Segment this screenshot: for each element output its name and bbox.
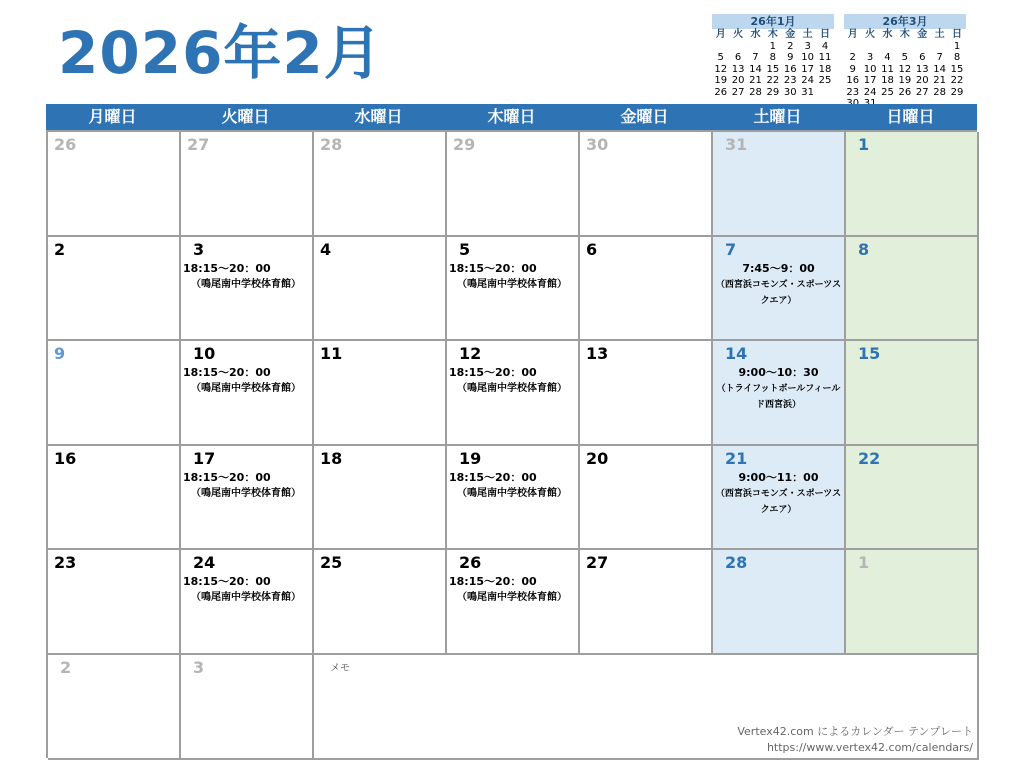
day-cell[interactable] [181, 237, 314, 342]
day-cell[interactable] [713, 132, 846, 237]
weekday-label: 火曜日 [221, 107, 270, 126]
day-number: 17 [193, 448, 216, 468]
day-number: 21 [725, 448, 748, 468]
mini-weekday: 金 [917, 29, 928, 40]
mini-day: 27 [915, 86, 929, 98]
event [449, 574, 577, 606]
mini-weekday: 火 [865, 29, 876, 40]
day-cell[interactable] [447, 550, 580, 655]
mini-day: 24 [801, 75, 815, 86]
event [183, 261, 311, 293]
day-cell[interactable] [314, 550, 447, 655]
event [715, 261, 842, 309]
mini-day: 15 [950, 63, 964, 75]
day-number: 1 [858, 135, 870, 154]
day-cell[interactable] [846, 132, 979, 237]
day-cell[interactable] [181, 446, 314, 551]
mini-day: 10 [801, 52, 815, 63]
day-number: 26 [54, 135, 77, 154]
mini-day: 14 [749, 63, 762, 75]
day-cell[interactable] [846, 341, 979, 446]
mini-day: 28 [933, 86, 947, 98]
mini-day [816, 87, 833, 99]
mini-weekday: 土 [934, 29, 945, 40]
day-number: 13 [586, 344, 609, 364]
event-location: （鳴尾南中学校体育館） [457, 278, 567, 290]
day-cell[interactable] [447, 446, 580, 551]
day-number: 31 [725, 135, 748, 154]
day-number: 22 [858, 448, 881, 468]
event-location: （鳴尾南中学校体育館） [457, 487, 567, 499]
day-number: 11 [320, 344, 343, 364]
mini-weekday: 木 [767, 29, 778, 40]
event-location: （西宮浜コモンズ・スポーツスクエア） [715, 488, 842, 515]
mini-day: 4 [884, 52, 891, 63]
mini-day: 2 [787, 40, 794, 52]
event [449, 261, 577, 293]
mini-day: 18 [818, 63, 832, 75]
day-cell[interactable] [48, 132, 181, 237]
mini-weekday: 水 [750, 29, 761, 40]
day-cell[interactable] [314, 132, 447, 237]
mini-weekday: 土 [802, 29, 813, 40]
day-number: 18 [320, 448, 343, 468]
event-location: （鳴尾南中学校体育館） [191, 592, 301, 604]
mini-calendar-title: 26年1月 [712, 14, 834, 29]
day-number: 24 [193, 553, 216, 573]
weekday-label: 水曜日 [354, 107, 403, 126]
mini-day: 1 [769, 40, 777, 52]
event-time: 7:45～9：00 [742, 261, 815, 275]
mini-day: 2 [849, 52, 856, 63]
day-cell[interactable] [846, 237, 979, 342]
day-number: 3 [193, 239, 205, 259]
day-cell[interactable] [580, 341, 713, 446]
day-cell[interactable] [580, 132, 713, 237]
mini-day: 9 [787, 52, 794, 63]
mini-day: 3 [804, 40, 811, 52]
event-time: 18:15～20：00 [449, 470, 537, 484]
event-time: 18:15～20：00 [183, 575, 271, 589]
day-number: 1 [858, 553, 870, 573]
day-cell[interactable] [447, 237, 580, 342]
mini-day: 12 [898, 63, 912, 75]
mini-day: 10 [863, 63, 877, 75]
mini-day: 9 [849, 63, 856, 75]
mini-day: 19 [714, 75, 728, 86]
event-location: （トライフットボールフィールド西宮浜） [716, 384, 841, 411]
memo-area[interactable] [314, 655, 979, 760]
weekday-label: 金曜日 [620, 107, 669, 126]
mini-day: 27 [731, 86, 745, 98]
mini-day: 18 [881, 75, 894, 86]
mini-day: 21 [749, 75, 762, 86]
day-number: 28 [725, 553, 748, 573]
weekday-label: 月曜日 [88, 107, 137, 126]
weekday-label: 日曜日 [886, 107, 935, 126]
event-location: （鳴尾南中学校体育館） [457, 383, 567, 395]
mini-day: 24 [863, 86, 877, 98]
day-cell[interactable] [48, 550, 181, 655]
credit-text: Vertex42.com によるカレンダー テンプレート [737, 724, 973, 738]
event [183, 365, 311, 397]
mini-day: 16 [846, 75, 860, 86]
day-cell[interactable] [48, 237, 181, 342]
mini-day: 23 [783, 75, 797, 86]
mini-day: 22 [766, 75, 780, 86]
mini-day: 11 [881, 63, 894, 75]
mini-calendar-grid [712, 29, 834, 98]
day-number: 20 [586, 448, 609, 468]
mini-calendar-prev [712, 14, 834, 98]
event-location: （鳴尾南中学校体育館） [191, 383, 301, 395]
mini-day: 23 [846, 86, 860, 98]
event [715, 365, 842, 413]
mini-day: 6 [734, 52, 742, 63]
day-number: 28 [320, 135, 343, 154]
day-number: 19 [459, 448, 482, 468]
weekday-header [46, 104, 977, 130]
mini-day: 3 [866, 52, 874, 63]
mini-day: 8 [953, 52, 961, 63]
day-number: 12 [459, 344, 482, 364]
day-cell[interactable] [181, 132, 314, 237]
day-number: 2 [60, 657, 72, 677]
mini-day: 17 [801, 63, 815, 75]
mini-day: 21 [933, 75, 947, 86]
mini-day [931, 41, 948, 53]
day-number: 15 [858, 344, 881, 364]
mini-day: 13 [731, 63, 745, 75]
mini-weekday: 水 [882, 29, 893, 40]
day-number: 3 [193, 657, 205, 677]
day-number: 8 [858, 239, 870, 259]
day-number: 10 [193, 344, 216, 364]
mini-day: 20 [915, 75, 929, 86]
day-cell[interactable] [713, 237, 846, 342]
mini-day: 31 [801, 86, 815, 98]
mini-day [729, 41, 746, 53]
event-time: 18:15～20：00 [183, 261, 271, 275]
mini-day: 5 [901, 52, 909, 63]
day-number: 2 [54, 239, 66, 259]
mini-weekday: 日 [820, 29, 831, 40]
day-number: 4 [320, 239, 332, 259]
event [715, 470, 842, 518]
mini-day: 25 [881, 86, 894, 98]
event [449, 365, 577, 397]
month-calendar [46, 104, 977, 758]
day-cell[interactable] [713, 550, 846, 655]
event-location: （鳴尾南中学校体育館） [191, 487, 301, 499]
mini-day: 30 [783, 86, 797, 98]
event [183, 470, 311, 502]
mini-weekday: 月 [715, 29, 726, 40]
mini-day: 1 [953, 40, 961, 52]
event-location: （鳴尾南中学校体育館） [191, 278, 301, 290]
mini-day [879, 41, 896, 53]
day-cell[interactable] [314, 237, 447, 342]
page-title: 2026年2月 [58, 19, 383, 87]
day-cell[interactable] [846, 550, 979, 655]
mini-day [844, 41, 861, 53]
day-number: 26 [459, 553, 482, 573]
mini-day: 11 [818, 52, 832, 63]
mini-calendar-title: 26年3月 [844, 14, 966, 29]
mini-day: 29 [766, 86, 780, 98]
mini-day: 28 [749, 86, 762, 98]
mini-weekday: 木 [899, 29, 910, 40]
mini-day: 5 [717, 52, 724, 63]
mini-day: 15 [766, 63, 780, 75]
mini-day: 26 [898, 86, 912, 98]
template-credit [737, 724, 973, 756]
mini-day [896, 41, 913, 53]
mini-day: 17 [863, 75, 877, 86]
mini-day: 26 [714, 86, 728, 98]
event-time: 18:15～20：00 [449, 575, 537, 589]
mini-day: 20 [731, 75, 745, 86]
mini-day [914, 41, 931, 53]
event-location: （西宮浜コモンズ・スポーツスクエア） [715, 279, 842, 306]
day-number: 27 [187, 135, 210, 154]
mini-day: 16 [783, 63, 797, 75]
event-time: 18:15～20：00 [183, 470, 271, 484]
day-cell[interactable] [580, 550, 713, 655]
day-number: 30 [586, 135, 609, 154]
day-cell[interactable] [447, 132, 580, 237]
day-cell[interactable] [181, 655, 314, 760]
day-cell[interactable] [48, 446, 181, 551]
mini-weekday: 日 [952, 29, 963, 40]
day-cell[interactable] [713, 446, 846, 551]
day-cell[interactable] [48, 341, 181, 446]
day-number: 14 [725, 344, 748, 364]
mini-day [861, 41, 878, 53]
day-number: 29 [453, 135, 476, 154]
mini-day: 14 [933, 63, 947, 75]
mini-day: 19 [898, 75, 912, 86]
day-cell[interactable] [846, 446, 979, 551]
mini-day: 25 [818, 75, 832, 86]
mini-weekday: 金 [785, 29, 796, 40]
event [183, 574, 311, 606]
mini-day: 13 [915, 63, 929, 75]
mini-day: 7 [752, 52, 759, 63]
event-time: 18:15～20：00 [449, 366, 537, 380]
mini-day: 6 [919, 52, 926, 63]
event-time: 18:15～20：00 [449, 261, 537, 275]
mini-day: 12 [714, 63, 728, 75]
event-time: 9:00～11：00 [738, 470, 819, 484]
day-number: 25 [320, 553, 343, 573]
calendar-grid [46, 130, 977, 758]
day-number: 27 [586, 553, 609, 573]
day-number: 9 [54, 344, 66, 364]
mini-weekday: 月 [847, 29, 858, 40]
day-cell[interactable] [580, 237, 713, 342]
mini-day: 22 [950, 75, 964, 86]
event-time: 18:15～20：00 [183, 366, 271, 380]
mini-weekday: 火 [733, 29, 744, 40]
day-cell[interactable] [181, 341, 314, 446]
day-cell[interactable] [314, 446, 447, 551]
mini-day [712, 41, 729, 53]
day-number: 6 [586, 239, 598, 259]
day-cell[interactable] [48, 655, 181, 760]
event [449, 470, 577, 502]
day-number: 16 [54, 448, 77, 468]
day-cell[interactable] [713, 341, 846, 446]
day-cell[interactable] [314, 341, 447, 446]
day-number: 7 [725, 239, 737, 259]
mini-day: 29 [950, 86, 964, 98]
credit-url[interactable]: https://www.vertex42.com/calendars/ [766, 740, 973, 754]
weekday-label: 土曜日 [753, 107, 802, 126]
day-number: 23 [54, 553, 77, 573]
memo-label: メモ [330, 662, 350, 674]
mini-day: 8 [769, 52, 777, 63]
mini-day [747, 41, 764, 53]
day-number: 5 [459, 239, 471, 259]
day-cell[interactable] [181, 550, 314, 655]
mini-day: 7 [936, 52, 943, 63]
day-cell[interactable] [580, 446, 713, 551]
weekday-label: 木曜日 [487, 107, 536, 126]
event-time: 9:00～10：30 [738, 366, 819, 380]
event-location: （鳴尾南中学校体育館） [457, 592, 567, 604]
mini-day: 4 [821, 40, 829, 52]
day-cell[interactable] [447, 341, 580, 446]
